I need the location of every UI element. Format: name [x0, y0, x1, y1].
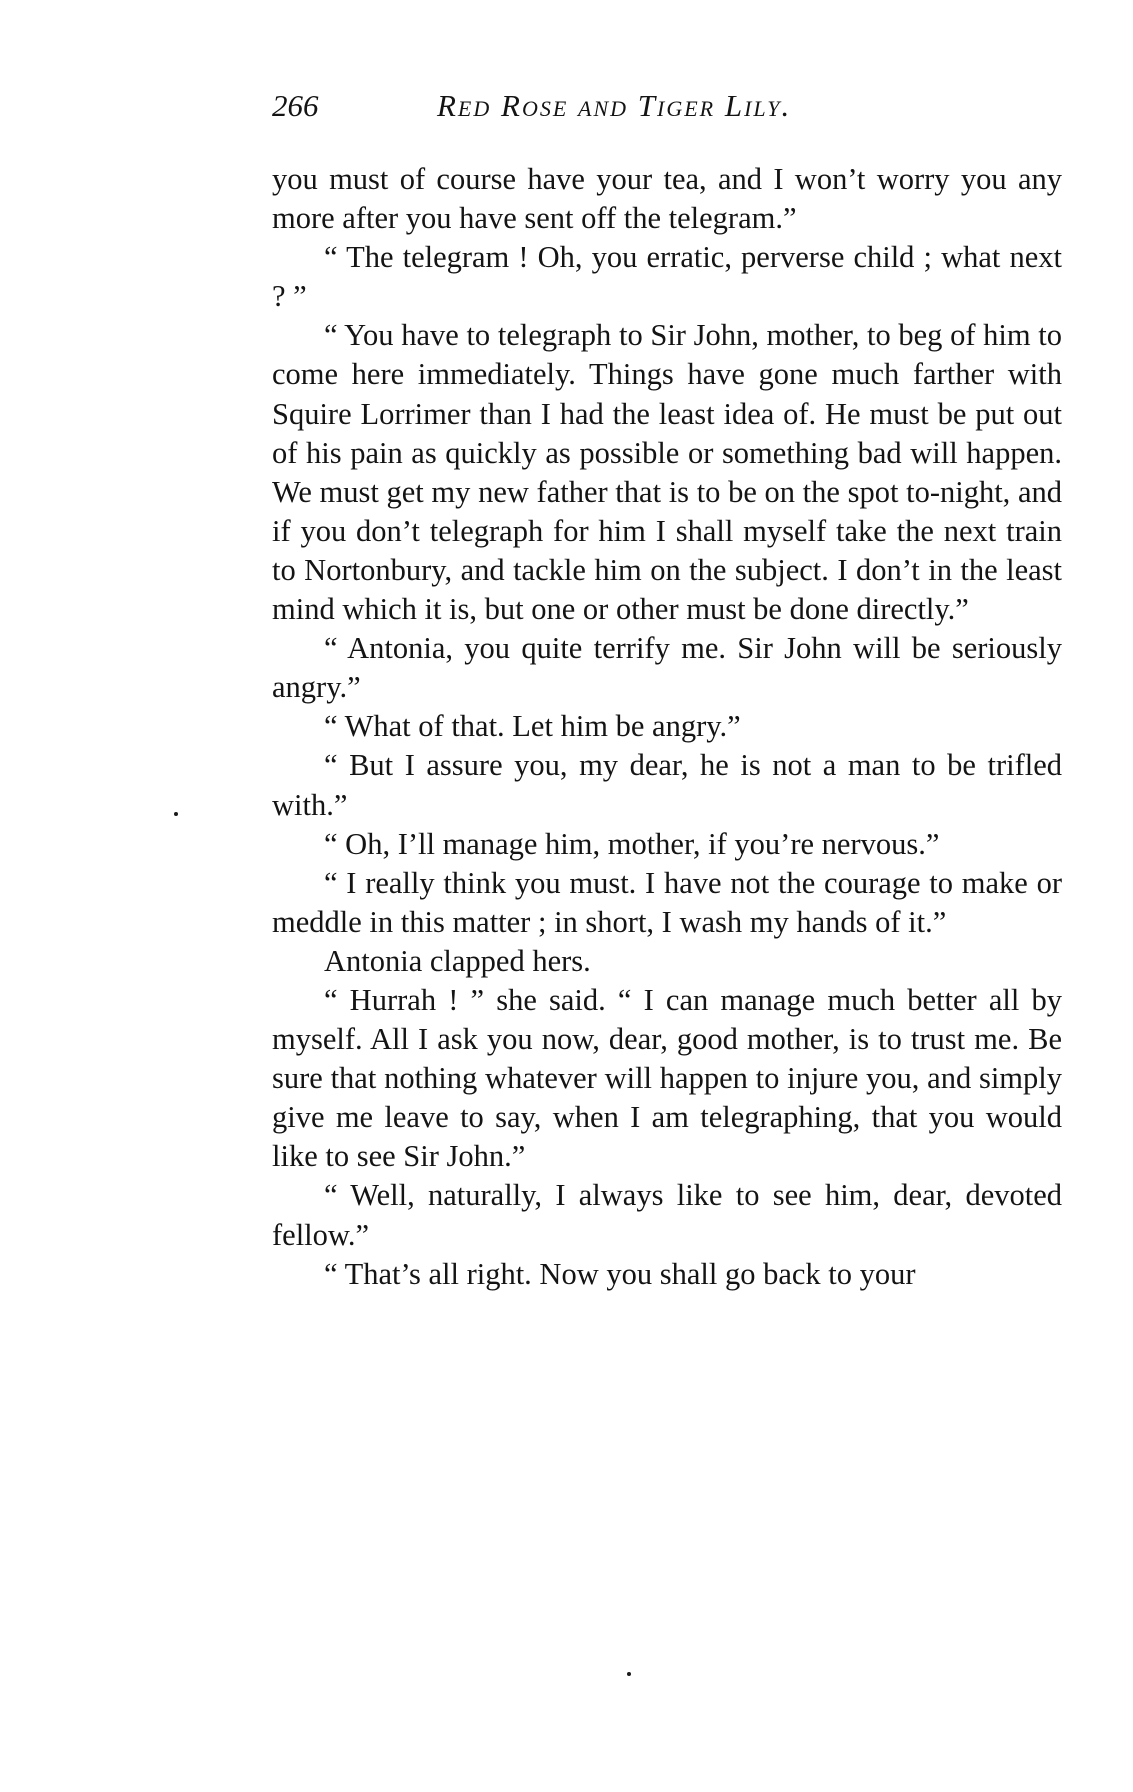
paragraph: “ I really think you must. I have not the courage to make or meddle in this matter ; in short, I wash my hands of it.” [272, 865, 1062, 939]
bottom-speck [627, 1672, 631, 1676]
paragraph: “ The telegram ! Oh, you erratic, perverse child ; what next ? ” [272, 240, 1062, 314]
paragraph: “ What of that. Let him be angry.” [324, 709, 741, 744]
paragraph: “ But I assure you, my dear, he is not a man to be trifled with.” [272, 748, 1062, 822]
paragraph: “ Oh, I’ll manage him, mother, if you’re nervous.” [324, 826, 940, 861]
paragraph: “ Hurrah ! ” she said. “ I can manage much better all by myself. All I ask you now, dear, good mother, is to trust me. Be sure that nothing whatever will happen to injure you, and simply give me leave to say, when I am telegraphing, that you would like to see Sir John.” [272, 982, 1062, 1174]
margin-speck [174, 812, 178, 816]
running-head [272, 84, 1062, 128]
paragraph: “ That’s all right. Now you shall go back to your [324, 1256, 916, 1291]
paragraph: Antonia clapped hers. [324, 943, 591, 978]
paragraph: “ Antonia, you quite terrify me. Sir John will be seriously angry.” [272, 631, 1062, 705]
body-text [272, 160, 1062, 1294]
paragraph: “ You have to telegraph to Sir John, mother, to beg of him to come here immediately. Things have gone much farther with Squire Lorrimer than I had the least idea of. He must be put out of his pain as quickly as possible or something bad will happen. We must get my new father that is to be on the spot to-night, and if you don’t telegraph for him I shall myself take the next train to Nortonbury, and tackle him on the subject. I don’t in the least mind which it is, but one or other must be done directly.” [272, 318, 1062, 627]
paragraph: “ Well, naturally, I always like to see him, dear, devoted fellow.” [272, 1178, 1062, 1252]
page-number: 266 [272, 88, 319, 123]
book-title: Red Rose and Tiger Lily. [437, 88, 792, 123]
paragraph-continuation: you must of course have your tea, and I won’t worry you any more after you have sent off the telegram.” [272, 162, 1062, 236]
